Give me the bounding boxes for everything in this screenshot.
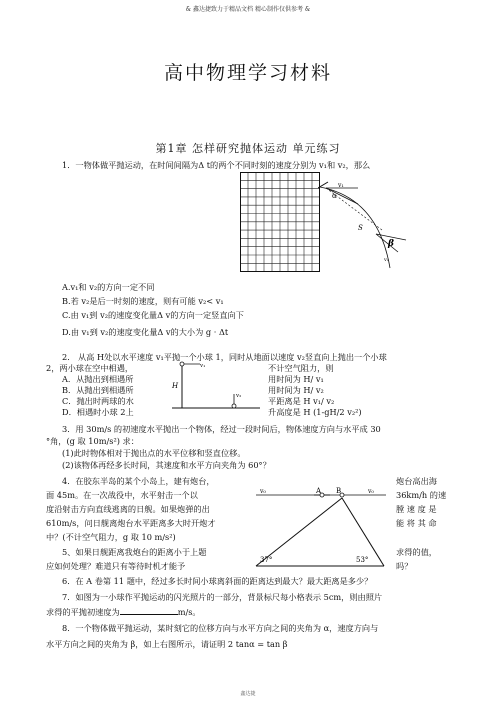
q5-right-2: 吗？ xyxy=(396,561,413,571)
q1-option-d: D.由 v₁到 v₂的速度变化量Δ v的大小为 g · Δt xyxy=(62,327,229,337)
v0-left-label: v₀ xyxy=(260,488,266,495)
q1-option-b: B.若 v₂是后一时刻的速度，则有可能 v₂< v₁ xyxy=(62,296,224,306)
q3-line-1: 3．用 30m/s 的初速度水平抛出一个物体，经过一段时间后，物体速度方向与水平成 30 xyxy=(62,424,381,434)
q7-line-2-prefix: 求得的平抛初速度为 xyxy=(46,607,120,617)
q4-left-4: 610m/s，问日舰离炮台水平距离多大时开炮才 xyxy=(46,518,216,528)
q2-option-a: A．从抛出到相遇所 xyxy=(62,374,134,384)
angle-37-label: 37° xyxy=(260,556,273,564)
q2-option-b: B．从抛出到相遇所 xyxy=(62,385,134,395)
q2-v2-label: v₂ xyxy=(236,393,242,399)
q2-right-2: 用时间为 H/ v₁ xyxy=(268,374,324,384)
q4-right-4: 能 将 其 命 xyxy=(396,518,437,528)
angle-53-label: 53° xyxy=(356,556,369,564)
q2-option-d: D．相遇时小球 2上 xyxy=(62,407,134,417)
q7-line-1: 7．如图为一小球作平抛运动的闪光照片的一部分，背景标尺每小格表示 5cm，则由照片 xyxy=(62,592,383,602)
q2-right-3: 用时间为 H/ v₂ xyxy=(268,385,324,395)
q8-line-2: 水平方向之间的夹角为 β，如上右图所示，请证明 2 tanα = tan β xyxy=(46,639,288,649)
q8-line-1: 8．一个物体做平抛运动，某时刻它的位移方向与水平方向之间的夹角为 α，速度方向与 xyxy=(62,623,379,633)
incline-figure xyxy=(250,482,390,572)
q6-text: 6．在 A 卷第 11 题中，经过多长时间小球离斜面的距离达到最大？最大距离是多少？ xyxy=(62,576,373,586)
q1-grid-figure xyxy=(240,172,320,272)
point-a-label: A xyxy=(316,487,322,495)
q2-right-4: 平距离是 H v₁/ v₂ xyxy=(268,396,335,406)
q2-line-1: 2． 从高 H处以水平速度 v₁平抛一个小球 1，同时从地面以速度 v₂竖直向上抛出一个小球 xyxy=(62,352,387,362)
q2-right-5: 升高度是 H (1-gH/2 v₂²) xyxy=(268,407,362,417)
q3-part-1: (1)此时物体相对于抛出点的水平位移和竖直位移。 xyxy=(62,448,246,458)
q4-left-3: 度沿射击方向直线逃离的日舰。如果炮弹的出 xyxy=(46,504,210,514)
page-footer: 鑫达捷 xyxy=(240,691,256,697)
q5-right-1: 求得的值， xyxy=(396,547,437,557)
q3-line-2: °角，(g 取 10m/s²) 求： xyxy=(46,436,139,446)
q1-stem: 1．一物体做平抛运动，在时间间隔为Δ t的两个不同时刻的速度分别为 v₁和 v₂，那么 xyxy=(62,160,371,170)
q2-line-2: 2，两小球在空中相遇， xyxy=(46,363,134,373)
page-header: & 鑫达捷致力于精品文档 精心制作仅供参考 & xyxy=(185,6,311,13)
q1-s-label: S xyxy=(358,224,363,232)
q7-line-2-unit: m/s。 xyxy=(177,607,201,617)
document-title: 高中物理学习材料 xyxy=(163,62,332,84)
chapter-title: 第1章 怎样研究抛体运动 单元练习 xyxy=(155,142,341,155)
q4-right-3: 膛 速 度 是 xyxy=(396,504,437,514)
q5-left-1: 5、如果日舰距离我炮台的距离小于上题 xyxy=(62,547,207,557)
q7-answer-blank xyxy=(120,606,178,615)
q1-option-c: C.由 v₁到 v₂的速度变化量Δ v的方向一定竖直向下 xyxy=(62,310,244,320)
q5-left-2: 应如何处理？难道只有等待时机才能予 xyxy=(46,561,186,571)
q4-left-2: 面 45m。在一次战役中，水平射击一个以 xyxy=(46,490,198,500)
q7-line-2 xyxy=(46,606,201,618)
q2-v1-label: v₁ xyxy=(200,363,206,369)
q3-part-2: (2)该物体再经多长时间，其速度和水平方向夹角为 60°？ xyxy=(62,460,271,470)
q2-h-label: H xyxy=(172,382,179,390)
point-b-label: B xyxy=(336,487,342,495)
q2-right-1: 不计空气阻力，则 xyxy=(268,363,334,373)
q2-figure xyxy=(170,360,266,420)
q1-option-a: A.v₁和 v₂的方向一定不同 xyxy=(62,282,155,292)
q1-v1-label: v₁ xyxy=(338,182,344,189)
q4-left-5: 中？(不计空气阻力，g 取 10 m/s²) xyxy=(46,532,176,542)
q4-right-1: 炮台高出海 xyxy=(396,476,437,486)
q1-beta-label: β xyxy=(388,239,394,249)
q4-right-2: 36km/h 的速 xyxy=(396,490,447,500)
q2-option-c: C．抛出时两球的水 xyxy=(62,396,134,406)
v0-right-label: v₀ xyxy=(368,488,374,495)
q1-v2-label: v₂ xyxy=(384,257,389,263)
q1-trajectory-figure xyxy=(318,178,408,276)
q4-left-1: 4．在胶东半岛的某个小岛上，建有炮台， xyxy=(62,476,215,486)
q1-alpha-label: α xyxy=(332,192,337,200)
